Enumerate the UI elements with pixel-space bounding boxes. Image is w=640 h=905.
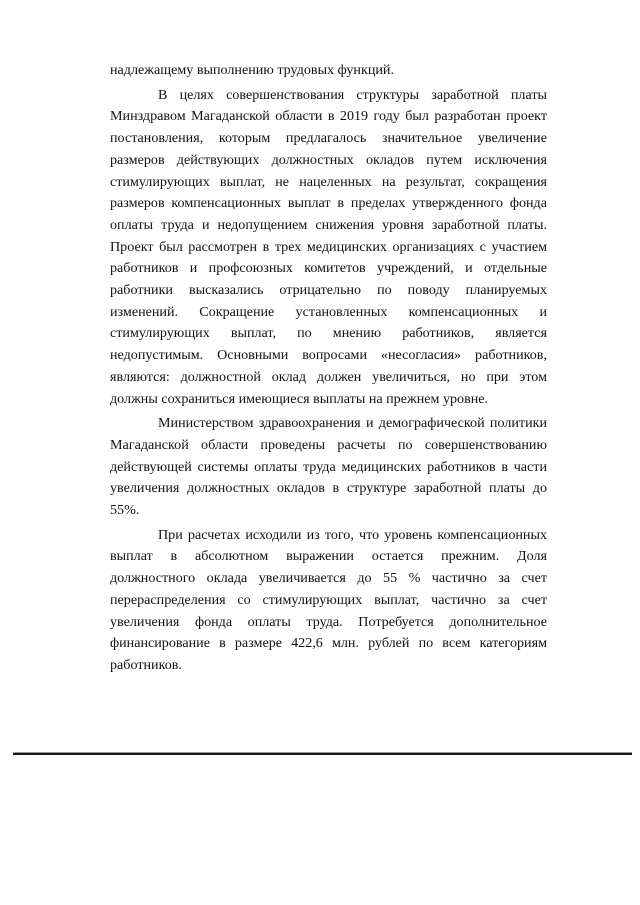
paragraph-funding-requirement: При расчетах исходили из того, что уровень компенсационных выплат в абсолютном выражении остается прежним. Доля должностного оклада увеличивается до 55 % частично за счет перераспределения со стимулирующих выплат, частично за счет увеличения фонда оплаты труда. Потребуется дополнительное финансирование в размере 422,6 млн. рублей по всем категориям работников.	[110, 526, 547, 673]
paragraph-continuation: надлежащему выполнению трудовых функций.	[110, 62, 394, 78]
paragraph-ministry-calculations: Министерством здравоохранения и демографической политики Магаданской области проведены расчеты по совершенствованию действующей системы оплаты труда медицинских работников в части увеличения должностных окладов в структуре заработной платы до 55%.	[110, 415, 547, 519]
paragraph-project-proposal: В целях совершенствования структуры заработной платы Минздравом Магаданской области в 2019 году был разработан проект постановления, которым предлагалось значительное увеличение размеров действующих должностных окладов путем исключения стимулирующих выплат, не нацеленных на результат, сокращения размеров компенсационных выплат в пределах утвержденного фонда оплаты труда и недопущением снижения уровня заработной платы. Проект был рассмотрен в трех медицинских организациях с участием работников и профсоюзных комитетов учреждений, и отдельные работники высказались отрицательно по поводу планируемых изменений. Сокращение установленных компенсационных и стимулирующих выплат, по мнению работников, является недопустимым. Основными вопросами «несогласия» работников, являются: должностной оклад должен увеличиться, но при этом должны сохраниться имеющиеся выплаты на прежнем уровне.	[110, 86, 547, 407]
footer-divider-line	[13, 752, 632, 755]
document-page	[110, 60, 547, 677]
